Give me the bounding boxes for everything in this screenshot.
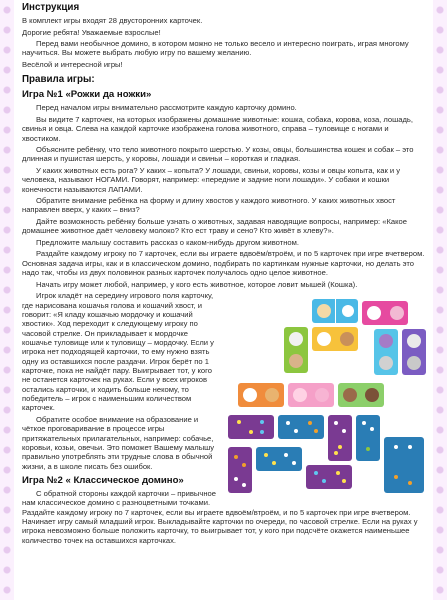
game1-paragraph: У каких животных есть рога? У каких – копыта? У лошади, свиньи, коровы, козы и овцы копыта, как и у человека, называют НОГАМИ. Говорят, например: «передние и задние ноги лошади». У собаки и кошки конечности называются ЛАПАМИ.: [22, 165, 401, 194]
game1-paragraph: Перед началом игры внимательно рассмотрите каждую карточку домино.: [36, 103, 297, 113]
game1-paragraph: Объясните ребёнку, что тело животного покрыто шерстью. У козы, овцы, большинства кошек и собак – это длинная и пушистая шерсть, у коровы, лошади и свиньи – короткая и гладкая.: [22, 145, 414, 164]
game1-paragraph: Обратите особое внимание на образование и чёткое проговаривание в процессе игры притяжательных прилагательных, например: собачье, коровьи, козьи, овечьи. Это поможет Вашему малышу правильно употреблять эти трудные слова в обычной жизни, а в школе писать без ошибок.: [22, 414, 215, 471]
intro-paragraph: Дорогие ребята! Уважаемые взрослые!: [22, 27, 161, 37]
game2-heading: Игра №2 « Классическое домино»: [22, 474, 184, 486]
game1-heading: Игра №1 «Рожки да ножки»: [22, 89, 152, 101]
game1-paragraph: Предложите малышу составить рассказ о каком-нибудь другом животном.: [36, 237, 299, 247]
rules-heading: Правила игры:: [22, 74, 95, 86]
instruction-page: [22, 2, 427, 547]
decorative-border-right: [433, 0, 447, 600]
domino-cards-photo: [224, 297, 427, 497]
decorative-border-left: [0, 0, 14, 600]
game1-paragraph: Вы видите 7 карточек, на которых изображены домашние животные: кошка, собака, корова, коза, лошадь, свинья и овца. Слева на каждой карточке изображена голова животного, справа – туловище с ногами и хвостиком.: [22, 114, 413, 143]
game2-paragraph: С обратной стороны каждой карточки – привычное нам классическое домино с разноцветными точками. Раздайте каждому игроку по 7 карточек, если вы играете вдвоём/втроём, и по 5 карточек при игре вчетвером. Начинает игру самый младший игрок. Выкладывайте карточки по очереди, по часовой стрелке. Если на руках у игрока невозможно больше положить карточку, то выигрывает тот, у кого при подсчёте окажется наименьшее количество точек на оставшихся карточках.: [22, 488, 418, 545]
game1-paragraph: Обратите внимание ребёнка на форму и длину хвостов у каждого животного. У каких животных хвост направлен вверх, у каких – вниз?: [22, 196, 396, 215]
classic-domino-row: [228, 415, 424, 493]
game1-paragraph: Начать игру может любой, например, у кого есть животное, которое ловит мышей (Кошка).: [36, 279, 358, 289]
animal-card-row: [238, 299, 426, 407]
game1-paragraph: Дайте возможность ребёнку больше узнать о животных, задавая наводящие вопросы, например: «Какое домашнее животное даёт человеку молоко? Кто ест траву и сено? Кто живёт в хлеву?».: [22, 217, 407, 236]
intro-paragraph: В комплект игры входят 28 двусторонних карточек.: [22, 16, 203, 25]
game1-paragraph: Раздайте каждому игроку по 7 карточек, если вы играете вдвоём/втроём, и по 5 карточек при игре вчетвером. Основная задача игры, как и в классическом домино, подбирать по картинкам нужные карточки, но делать это надо так, чтобы из двух половинок разных карточек получалось одно целое животное.: [22, 249, 425, 278]
intro-paragraph: Весёлой и интересной игры!: [22, 59, 123, 69]
game1-paragraph: Игрок кладёт на середину игрового поля карточку, где нарисована кошачья голова и кошачий хвост, и говорит: «Я кладу кошачью мордочку и кошачий хвостик». Ход переходит к следующему игроку по часовой стрелке. Он прикладывает к мордочке кошачье туловище или к туловищу – мордочку. Если у игрока нет подходящей карточки, то ему нужно взять одну из оставшихся после раздачи. Игрок берёт по 1 карточке, пока не найдёт пару. Выигрывает тот, у кого не останется карточек на руках. Если у всех игроков остались карточки, и ходить больше некому, то победитель – игрок с наименьшим количеством карточек.: [22, 291, 214, 413]
page-title: Инструкция: [22, 2, 80, 13]
intro-paragraph: Перед вами необычное домино, в котором можно не только весело и интересно поиграть, играя многому научиться. Вы можете выбрать любую игру по вашему желанию.: [22, 39, 409, 58]
